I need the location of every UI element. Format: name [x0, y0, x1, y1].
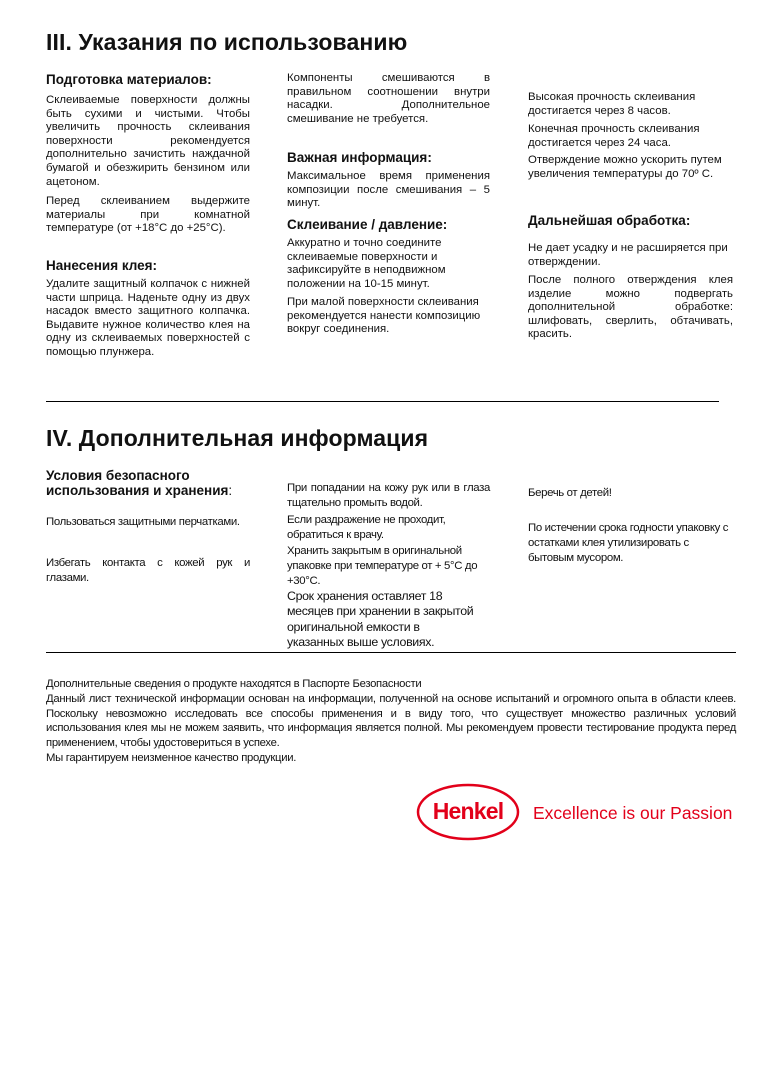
paragraph-doctor: Если раздражение не проходит, обратиться к врачу.: [287, 514, 446, 541]
heading-further-processing: Дальнейшая обработка:: [528, 213, 691, 228]
paragraph-preparation-2: Перед склеиванием выдержите материалы при комнатной температуре (от +18°C до +25°C).: [46, 195, 250, 235]
heading-safety-colon: :: [228, 483, 233, 498]
footer-divider: [46, 652, 736, 653]
paragraph-disposal: По истечении срока годности упаковку с остатками клея утилизировать с бытовым мусором.: [528, 522, 729, 564]
footer-paragraph: Данный лист технической информации основан на информации, полученной на основе испытаний и огромного опыта в области клеев. Поскольку невозможно исследовать все способы применения и в виду того, что существует множество различных условий использования клея мы не можем заявить, что информация является полной. Мы рекомендуем провести тестирование продукта перед применением, чтобы удостовериться в успехе.: [46, 692, 736, 750]
heading-application: Нанесения клея:: [46, 258, 158, 273]
heading-important: Важная информация:: [287, 150, 432, 165]
paragraph-application: Удалите защитный колпачок с нижней части шприца. Наденьте одну из двух насадок вместо защитного колпачка. Выдавите нужное количество клея на одну из склеиваемых поверхностей с помощью плунжера.: [46, 278, 250, 358]
footer-disclaimer: [46, 677, 736, 766]
paragraph-avoid-contact: Избегать контакта с кожей рук и глазами.: [46, 557, 250, 584]
paragraph-strength-1: Высокая прочность склеивания достигается через 8 часов.: [528, 91, 696, 117]
heading-bonding: Склеивание / давление:: [287, 217, 448, 232]
footer-line-safety-passport: Дополнительные сведения о продукте находятся в Паспорте Безопасности: [46, 678, 422, 690]
henkel-logo: [416, 783, 520, 841]
henkel-logo-text: Henkel: [432, 798, 504, 824]
paragraph-curing: Отверждение можно ускорить путем увеличения температуры до 70º С.: [528, 154, 722, 180]
paragraph-bonding-1: Аккуратно и точно соедините склеиваемые поверхности и зафиксируйте в неподвижном положении на 10-15 минут.: [287, 237, 446, 290]
paragraph-further-2: После полного отверждения клея изделие можно подвергать дополнительной обработке: шлифовать, сверлить, обтачивать, красить.: [528, 274, 733, 341]
paragraph-preparation-1: Склеиваемые поверхности должны быть сухими и чистыми. Чтобы увеличить прочность склеивания поверхности рекомендуется дополнительно зачистить наждачной бумагой и обезжирить бензином или ацетоном.: [46, 94, 250, 188]
paragraph-further-1: Не дает усадку и не расширяется при отверждении.: [528, 242, 728, 268]
footer-line-quality: Мы гарантируем неизменное качество продукции.: [46, 751, 297, 764]
brand-tagline: Excellence is our Passion: [533, 803, 733, 823]
section-divider: [46, 401, 719, 402]
paragraph-important: Максимальное время применения композиции после смешивания – 5 минут.: [287, 170, 490, 210]
paragraph-gloves: Пользоваться защитными перчатками.: [46, 516, 240, 528]
heading-safety: [46, 468, 250, 498]
paragraph-bonding-2: При малой поверхности склеивания рекомендуется нанести композицию вокруг соединения.: [287, 296, 481, 336]
paragraph-children: Беречь от детей!: [528, 487, 612, 499]
heading-safety-text: Условия безопасного использования и хранения: [46, 468, 229, 498]
paragraph-strength-2: Конечная прочность склеивания достигается через 24 часа.: [528, 123, 700, 149]
section-4-title: IV. Дополнительная информация: [46, 425, 429, 451]
paragraph-mixing: Компоненты смешиваются в правильном соотношении внутри насадки. Дополнительное смешивание не требуется.: [287, 72, 490, 125]
paragraph-shelf-life: Срок хранения оставляет 18 месяцев при хранении в закрытой оригинальной емкости в указанных выше условиях.: [287, 589, 474, 649]
section-3-title: III. Указания по использованию: [46, 29, 408, 55]
heading-preparation: Подготовка материалов:: [46, 72, 212, 87]
paragraph-storage: Хранить закрытым в оригинальной упаковке при температуре от + 5°C до +30°C.: [287, 545, 478, 587]
paragraph-rinse: При попадании на кожу рук или в глаза тщательно промыть водой.: [287, 482, 490, 509]
